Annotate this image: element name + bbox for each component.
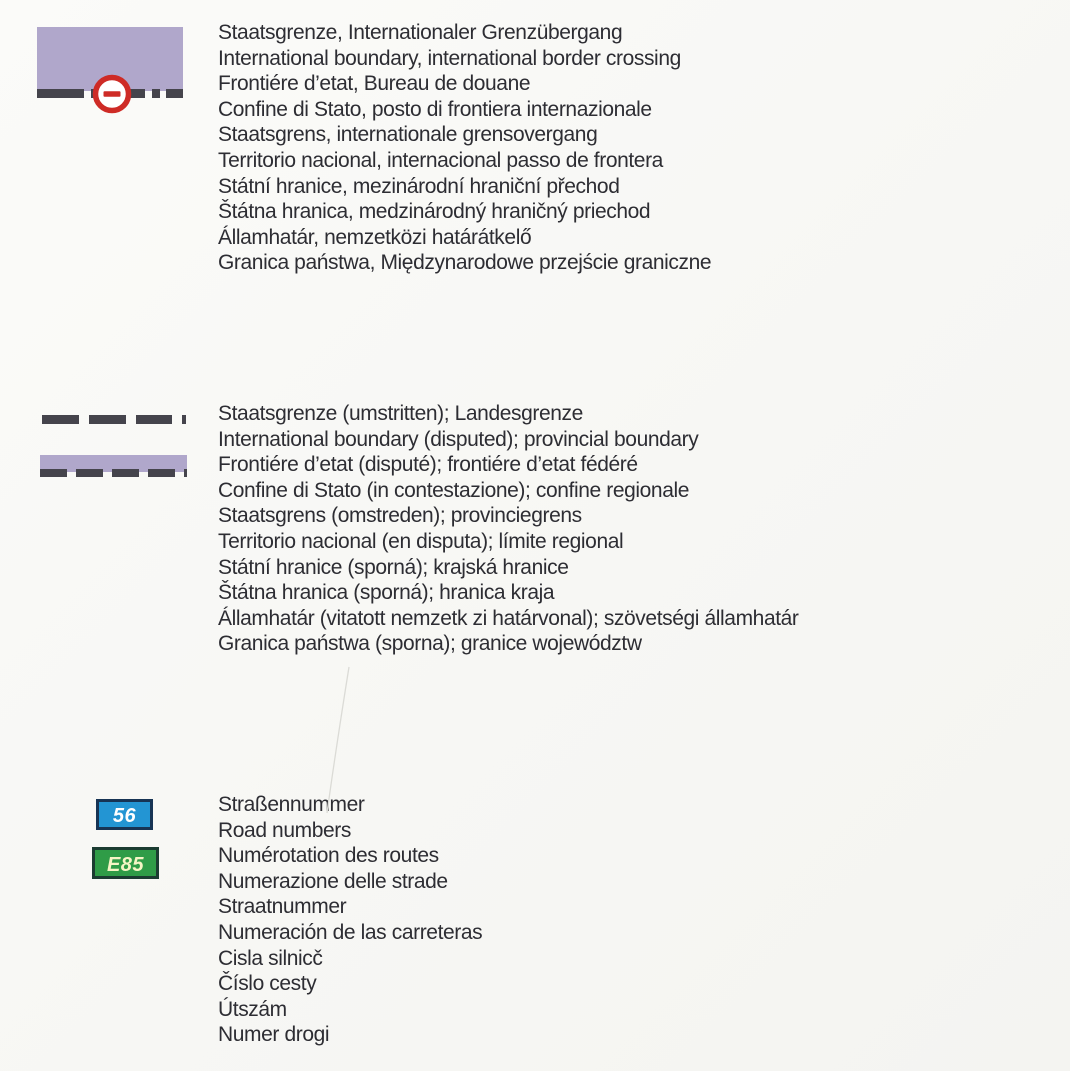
legend-text-line: Numérotation des routes xyxy=(218,844,439,868)
disputed-boundary-icon xyxy=(40,412,188,482)
international-boundary-symbol xyxy=(37,27,183,124)
legend-text-line: Staatsgrens, internationale grensovergang xyxy=(218,123,598,147)
legend-text-line: Štátna hranica (sporná); hranica kraja xyxy=(218,581,555,605)
legend-text-line: Státní hranice (sporná); krajská hranice xyxy=(218,555,569,579)
legend-text-line: Numer drogi xyxy=(218,1023,330,1047)
legend-text-line: Territorio nacional, internacional passo de frontera xyxy=(218,148,663,172)
legend-text-line: International boundary, international border crossing xyxy=(218,46,681,70)
legend-text-line: Štátna hranica, medzinárodný hraničný priechod xyxy=(218,200,651,224)
legend-text-line: Cisla silnicč xyxy=(218,946,323,970)
boundary-band-icon xyxy=(37,27,183,119)
legend-text-line: Straatnummer xyxy=(218,895,347,919)
legend-text-line: Frontiére d’etat, Bureau de douane xyxy=(218,72,531,96)
legend-text-line: Confine di Stato (in contestazione); confine regionale xyxy=(218,478,690,502)
disputed-dash-line xyxy=(42,415,186,424)
disputed-boundary-text xyxy=(218,401,799,657)
road-numbers-text xyxy=(218,792,482,1048)
european-route-number: E85 xyxy=(106,854,145,876)
legend-text-line: Straßennummer xyxy=(218,793,365,816)
legend-text-line: Confine di Stato, posto di frontiera internazionale xyxy=(218,97,652,121)
legend-text-line: Státní hranice, mezinárodní hraniční přechod xyxy=(218,174,620,198)
legend-text-line: Granica państwa (sporna); granice województw xyxy=(218,632,642,656)
national-road-shield-icon xyxy=(96,799,153,830)
legend-text-line: Államhatár (vitatott nemzetk zi határvonal); szövetségi államhatár xyxy=(218,606,799,630)
legend-text-line: Numeración de las carreteras xyxy=(218,920,483,944)
road-number-badge-european xyxy=(92,847,159,884)
road-number-badge-national xyxy=(96,799,153,835)
legend-text-line: Útszám xyxy=(218,997,287,1021)
legend-text-line: International boundary (disputed); provincial boundary xyxy=(218,427,699,451)
european-route-shield-icon xyxy=(92,847,159,879)
legend-text-line: Numerazione delle strade xyxy=(218,869,448,893)
provincial-boundary-band xyxy=(40,455,187,477)
legend-text-line: Road numbers xyxy=(218,818,351,842)
national-road-number: 56 xyxy=(112,805,137,827)
legend-text-line: Staatsgrenze (umstritten); Landesgrenze xyxy=(218,402,583,425)
legend-text-line: Staatsgrens (omstreden); provinciegrens xyxy=(218,504,582,528)
border-crossing-icon xyxy=(96,78,129,111)
legend-text-line: Államhatár, nemzetközi határátkelő xyxy=(218,225,532,249)
legend-text-line: Číslo cesty xyxy=(218,972,317,996)
legend-text-line: Territorio nacional (en disputa); límite regional xyxy=(218,529,624,553)
legend-text-line: Granica państwa, Międzynarodowe przejście graniczne xyxy=(218,251,712,275)
international-boundary-text xyxy=(218,20,711,276)
legend-text-line: Staatsgrenze, Internationaler Grenzübergang xyxy=(218,21,623,44)
disputed-boundary-symbol xyxy=(40,412,188,487)
legend-text-line: Frontiére d’etat (disputé); frontiére d’etat fédéré xyxy=(218,453,638,477)
